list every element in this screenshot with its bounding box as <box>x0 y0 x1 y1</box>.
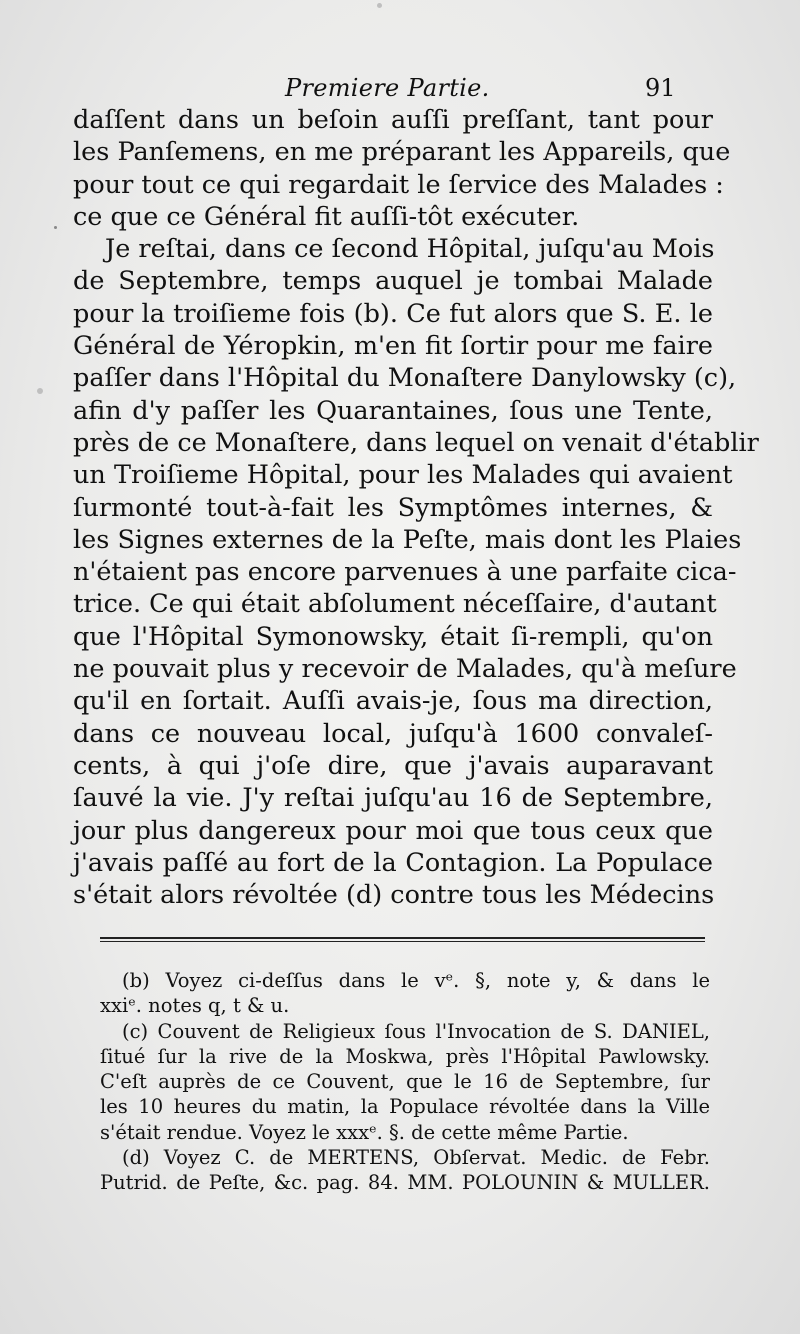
footnote-line: xxiᵉ. notes q, t & u. <box>100 994 290 1018</box>
text-line: un Troiſieme Hôpital, pour les Malades qui avaient <box>73 460 733 491</box>
text-line: dans ce nouveau local, juſqu'à 1600 convaleſ- <box>73 718 713 749</box>
text-line: Je reſtai, dans ce ſecond Hôpital, juſqu'au Mois <box>105 234 715 265</box>
text-line: paſſer dans l'Hôpital du Monaſtere Danylowsky (c), <box>73 363 737 394</box>
text-line: trice. Ce qui était abſolument néceſſaire, d'autant <box>73 589 717 620</box>
text-line: ſurmonté tout-à-fait les Symptômes internes, & <box>73 492 713 523</box>
text-line: ce que ce Général fit auſſi-tôt exécuter. <box>73 201 580 232</box>
text-line: n'étaient pas encore parvenues à une parfaite cica- <box>73 557 737 588</box>
footnote-line: ſitué ſur la rive de la Moskwa, près l'Hôpital Pawlowsky. <box>100 1044 710 1068</box>
text-line: qu'il en ſortait. Auſſi avais-je, ſous ma direction, <box>73 686 713 717</box>
paper-speck <box>377 3 382 8</box>
footnote-line: les 10 heures du matin, la Populace révoltée dans la Ville <box>100 1095 710 1119</box>
footnote-line: Putrid. de Peſte, &c. pag. 84. MM. POLOUNIN & MULLER. <box>100 1171 710 1195</box>
page-header <box>0 74 800 104</box>
text-line: les Signes externes de la Peſte, mais dont les Plaies <box>73 524 742 555</box>
footnote-line: (d) Voyez C. de MERTENS, Obſervat. Medic. de Febr. <box>122 1146 710 1170</box>
footnote-line: s'était rendue. Voyez le xxxᵉ. §. de cette même Partie. <box>100 1120 629 1144</box>
text-line: j'avais paſſé au fort de la Contagion. La Populace <box>73 847 713 878</box>
text-line: ſauvé la vie. J'y reſtai juſqu'au 16 de Septembre, <box>73 783 713 814</box>
footnote-line: (c) Couvent de Religieux ſous l'Invocation de S. DANIEL, <box>122 1019 710 1043</box>
footnotes <box>100 968 710 1196</box>
footnote-line: (b) Voyez ci-deſſus dans le vᵉ. §, note y, & dans le <box>122 969 710 992</box>
text-line: cents, à qui j'oſe dire, que j'avais auparavant <box>73 750 713 781</box>
paper-speck <box>37 388 43 394</box>
text-line: que l'Hôpital Symonowsky, était ſi-rempli, qu'on <box>73 621 713 652</box>
footnote-line: C'eſt auprès de ce Couvent, que le 16 de Septembre, ſur <box>100 1070 710 1094</box>
footnote-separator-rule <box>100 937 705 942</box>
text-line: daſſent dans un beſoin auſſi preſſant, tant pour <box>73 105 713 135</box>
paper-speck <box>54 226 57 229</box>
text-line: les Panſemens, en me préparant les Appareils, que <box>73 137 731 168</box>
body-text <box>73 104 759 911</box>
text-line: ne pouvait plus y recevoir de Malades, qu'à meſure <box>73 654 737 685</box>
text-line: de Septembre, temps auquel je tombai Malade <box>73 266 713 297</box>
text-line: près de ce Monaſtere, dans lequel on venait d'établir <box>73 427 759 458</box>
text-line: s'était alors révoltée (d) contre tous les Médecins <box>73 880 715 911</box>
text-line: afin d'y paſſer les Quarantaines, ſous une Tente, <box>73 395 713 426</box>
text-line: pour tout ce qui regardait le ſervice des Malades : <box>73 169 724 200</box>
text-line: Général de Yéropkin, m'en fit ſortir pour me faire <box>73 331 713 362</box>
page-number: 91 <box>645 74 676 102</box>
text-line: jour plus dangereux pour moi que tous ceux que <box>73 815 713 846</box>
running-title: Premiere Partie. <box>285 74 490 102</box>
text-line: pour la troiſieme fois (b). Ce fut alors que S. E. le <box>73 298 713 329</box>
